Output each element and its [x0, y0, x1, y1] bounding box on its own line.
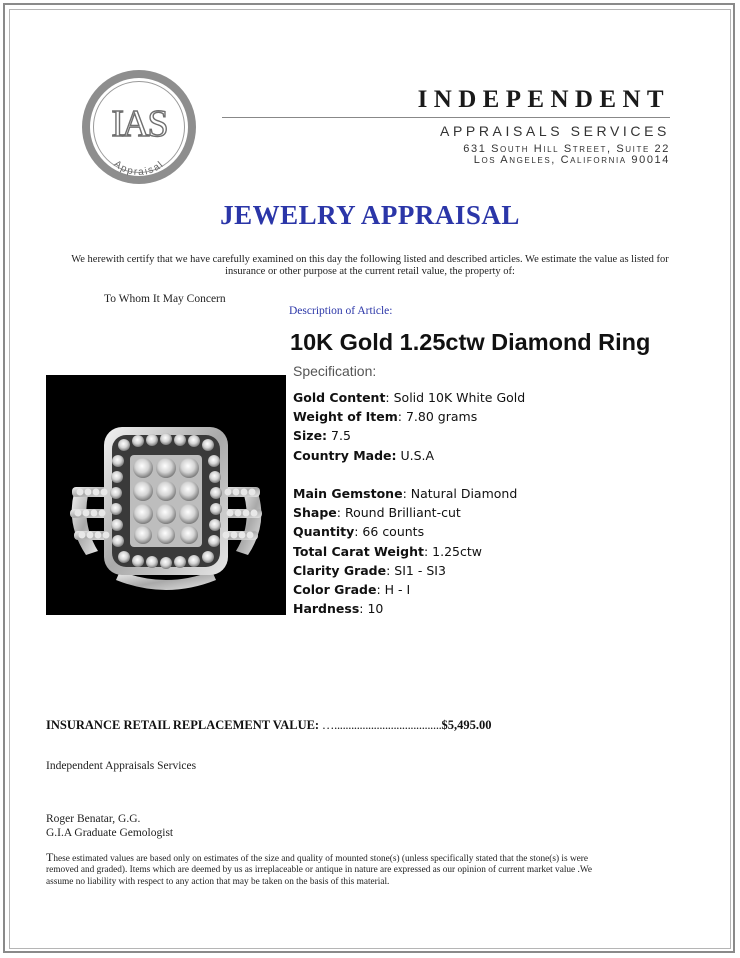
address-line-1: 631 South Hill Street, Suite 22: [463, 143, 670, 155]
company-subtitle: APPRAISALS SERVICES: [440, 123, 670, 139]
certification-text: We herewith certify that we have carefully examined on this day the following listed and described articles. We estimate the value as listed for insurance or other purpose at the current retail value, the property of:: [71, 254, 669, 277]
description-label: Description of Article:: [289, 305, 393, 317]
spec-gold-content: Gold Content: Solid 10K White Gold: [293, 390, 526, 405]
specification-list: [293, 388, 525, 618]
spec-size: Size: 7.5: [293, 428, 351, 444]
spec-shape: Shape: Round Brilliant-cut: [293, 505, 461, 521]
owner-name: To Whom It May Concern: [104, 293, 226, 305]
value-label: INSURANCE RETAIL REPLACEMENT VALUE:: [46, 718, 320, 732]
replacement-value: [46, 718, 491, 733]
disclaimer: [46, 852, 606, 888]
signer-name: Roger Benatar, G.G.: [46, 813, 141, 825]
spec-country: Country Made: U.S.A: [293, 447, 435, 463]
document-title: JEWELRY APPRAISAL: [220, 200, 520, 230]
spec-spacer: [293, 465, 525, 484]
signer-title: G.I.A Graduate Gemologist: [46, 827, 174, 839]
spec-total-carat: Total Carat Weight: 1.25ctw: [293, 543, 482, 559]
logo-ring-text: Appraisal: [111, 158, 167, 179]
spec-weight: Weight of Item: 7.80 grams: [293, 409, 478, 425]
value-amount: $5,495.00: [441, 718, 492, 732]
specification-label: Specification:: [293, 363, 377, 379]
disclaimer-text: hese estimated values are based only on estimates of the size and quality of mounted stone(s) (unless specifically stated that the stone(s) is were removed and graded). Items which are deemed by us as irreplaceable or antique in nature are expressed as our opinion of current market value .We assume no liability with respect to any action that may be taken on the basis of this material.: [46, 854, 592, 887]
spec-quantity: Quantity: 66 counts: [293, 524, 425, 540]
spec-color: Color Grade: H - I: [293, 582, 411, 598]
value-leader-dots: …......................................: [319, 718, 442, 732]
header-rule: [222, 117, 670, 118]
spec-main-gemstone: Main Gemstone: Natural Diamond: [293, 486, 518, 501]
logo-monogram: IAS: [111, 103, 167, 145]
spec-hardness: Hardness: 10: [293, 601, 384, 617]
disclaimer-initial: T: [46, 850, 54, 864]
ias-logo: [80, 68, 198, 186]
article-title: 10K Gold 1.25ctw Diamond Ring: [290, 329, 651, 355]
spec-clarity: Clarity Grade: SI1 - SI3: [293, 562, 446, 578]
company-address: [463, 144, 670, 166]
company-name: INDEPENDENT: [417, 86, 670, 113]
footer-company: Independent Appraisals Services: [46, 760, 197, 772]
address-line-2: Los Angeles, California 90014: [473, 154, 670, 166]
ring-photo: [46, 375, 286, 615]
